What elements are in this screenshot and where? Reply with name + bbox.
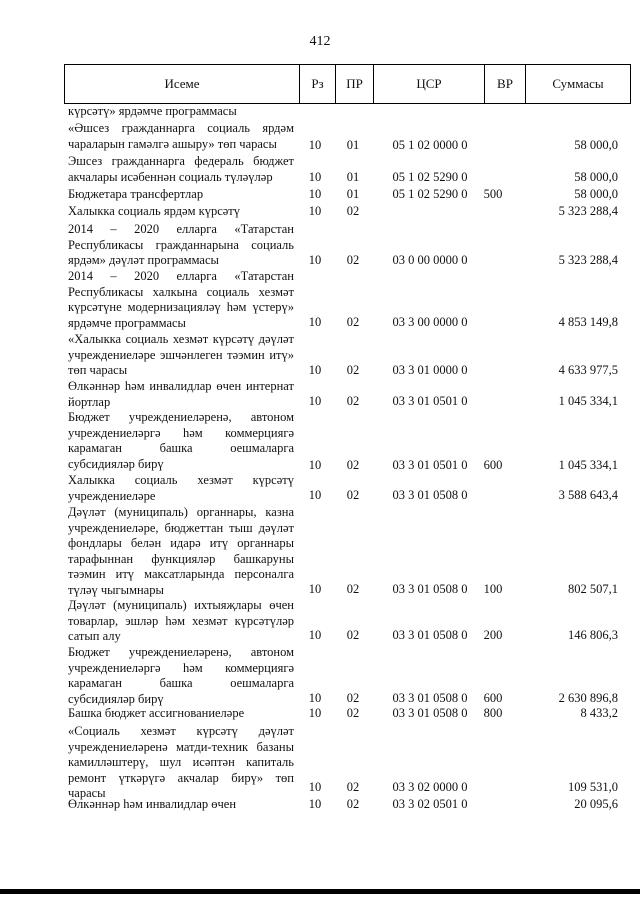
row-rz: 10 — [308, 488, 322, 502]
row-sum: 58 000,0 — [574, 187, 618, 201]
header-vr: ВР — [485, 65, 526, 103]
table-row — [0, 332, 640, 379]
row-sum: 109 531,0 — [568, 780, 618, 794]
row-csr: 03 3 01 0501 0 — [392, 394, 468, 408]
row-name: «Халыкка социаль хезмәт күрсәтү дәүләт учреждениеләре эшчәнлеген тәэмин итү» төп чарасы — [68, 332, 294, 377]
row-vr: 800 — [483, 706, 503, 720]
row-pr: 02 — [346, 706, 360, 720]
row-pr: 01 — [346, 138, 360, 152]
row-sum: 2 630 896,8 — [558, 691, 618, 705]
row-name: «Әшсез гражданнарга социаль ярдәм чараларын гамәлгә ашыру» төп чарасы — [68, 121, 294, 151]
row-rz: 10 — [308, 797, 322, 811]
table-row — [0, 598, 640, 645]
row-vr: 500 — [483, 187, 503, 201]
row-sum: 4 633 977,5 — [558, 363, 618, 377]
row-name: Дәүләт (муниципаль) ихтыяҗлары өчен товарлар, эшләр һәм хезмәт күрсәтүләр сатып алу — [68, 598, 294, 643]
row-pr: 02 — [346, 691, 360, 705]
row-vr: 600 — [483, 691, 503, 705]
row-rz: 10 — [308, 582, 322, 596]
scan-edge-bar — [0, 889, 640, 894]
table-row — [0, 797, 640, 813]
row-csr: 03 0 00 0000 0 — [392, 253, 468, 267]
row-pr: 02 — [346, 797, 360, 811]
row-rz: 10 — [308, 138, 322, 152]
row-pr: 01 — [346, 170, 360, 184]
row-rz: 10 — [308, 780, 322, 794]
row-csr: 03 3 02 0000 0 — [392, 780, 468, 794]
row-sum: 4 853 149,8 — [558, 315, 618, 329]
table-row — [0, 222, 640, 269]
row-pr: 02 — [346, 488, 360, 502]
row-csr: 05 1 02 0000 0 — [392, 138, 468, 152]
row-sum: 3 588 643,4 — [558, 488, 618, 502]
row-sum: 8 433,2 — [580, 706, 618, 720]
row-csr: 03 3 01 0501 0 — [392, 458, 468, 472]
table-row — [0, 410, 640, 473]
header-name: Исеме — [65, 65, 300, 103]
row-sum: 20 095,6 — [574, 797, 618, 811]
table-row — [0, 269, 640, 332]
table-row — [0, 104, 640, 120]
row-csr: 03 3 00 0000 0 — [392, 315, 468, 329]
row-rz: 10 — [308, 315, 322, 329]
row-csr: 03 3 01 0508 0 — [392, 488, 468, 502]
page-number: 412 — [309, 34, 331, 49]
row-name: 2014 – 2020 елларга «Татарстан Республикасы гражданнарына социаль ярдәм» дәүләт программасы — [68, 222, 294, 267]
row-csr: 03 3 01 0508 0 — [392, 628, 468, 642]
row-name: «Социаль хезмәт күрсәтү дәүләт учреждениеләренә матди-техник базаны камилләштерү, шул исәптән капиталь ремонт үткәрүгә акчалар бирү» төп чарасы — [68, 724, 294, 800]
table-row — [0, 121, 640, 152]
row-name: Халыкка социаль хезмәт күрсәтү учреждениеләре — [68, 473, 294, 503]
table-header — [64, 64, 631, 104]
row-sum: 146 806,3 — [568, 628, 618, 642]
table-row — [0, 505, 640, 598]
row-name: Өлкәннәр һәм инвалидлар өчен — [68, 797, 237, 811]
row-csr: 03 3 02 0501 0 — [392, 797, 468, 811]
row-pr: 02 — [346, 204, 360, 218]
row-vr: 600 — [483, 458, 503, 472]
header-sum: Суммасы — [552, 76, 604, 91]
row-rz: 10 — [308, 706, 322, 720]
row-pr: 02 — [346, 363, 360, 377]
table-row — [0, 154, 640, 185]
header-pr: ПР — [336, 65, 374, 103]
row-pr: 02 — [346, 780, 360, 794]
row-name: Башка бюджет ассигнованиеләре — [68, 706, 245, 720]
row-sum: 802 507,1 — [568, 582, 618, 596]
header-rz: Рз — [300, 65, 336, 103]
row-rz: 10 — [308, 691, 322, 705]
row-sum: 5 323 288,4 — [558, 253, 618, 267]
row-rz: 10 — [308, 187, 322, 201]
row-sum: 1 045 334,1 — [558, 394, 618, 408]
row-pr: 02 — [346, 315, 360, 329]
row-name: Эшсез гражданнарга федераль бюджет акчалары исәбеннән социаль түләүләр — [68, 154, 294, 184]
header-csr: ЦСР — [374, 65, 485, 103]
row-pr: 02 — [346, 582, 360, 596]
row-csr: 05 1 02 5290 0 — [392, 170, 468, 184]
row-vr: 200 — [483, 628, 503, 642]
row-name: Бюджет учреждениеләренә, автоном учреждениеләргә һәм коммерциягә карамаган башка оешмаларга субсидияләр бирү — [68, 645, 294, 706]
table-row — [0, 204, 640, 220]
row-pr: 02 — [346, 394, 360, 408]
table-row — [0, 706, 640, 722]
row-pr: 02 — [346, 458, 360, 472]
table-row — [0, 645, 640, 708]
row-name: күрсәтү» ярдәмче программасы — [68, 104, 237, 118]
row-sum: 1 045 334,1 — [558, 458, 618, 472]
table-row — [0, 473, 640, 504]
row-name: 2014 – 2020 елларга «Татарстан Республикасы халкына социаль хезмәт күрсәтүне модернизацияләү һәм үстерү» ярдәмче программасы — [68, 269, 294, 330]
row-pr: 01 — [346, 187, 360, 201]
row-rz: 10 — [308, 394, 322, 408]
row-name: Халыкка социаль ярдәм күрсәтү — [68, 204, 241, 218]
row-sum: 58 000,0 — [574, 170, 618, 184]
row-pr: 02 — [346, 253, 360, 267]
row-csr: 03 3 01 0000 0 — [392, 363, 468, 377]
table-row — [0, 724, 640, 798]
row-name: Дәүләт (муниципаль) органнары, казна учреждениеләре, бюджеттан тыш дәүләт фондлары белән идарә итү органнары тарафыннан функцияләр башкаруны тәэмин итү максатларында персоналга түләү чыгымнары — [68, 505, 294, 597]
table-row — [0, 187, 640, 203]
row-csr: 03 3 01 0508 0 — [392, 706, 468, 720]
row-rz: 10 — [308, 204, 322, 218]
row-csr: 03 3 01 0508 0 — [392, 691, 468, 705]
row-rz: 10 — [308, 628, 322, 642]
row-name: Бюджет учреждениеләренә, автоном учреждениеләргә һәм коммерциягә карамаган башка оешмаларга субсидияләр бирү — [68, 410, 294, 471]
row-rz: 10 — [308, 253, 322, 267]
row-sum: 5 323 288,4 — [558, 204, 618, 218]
table-row — [0, 379, 640, 410]
row-name: Бюджетара трансфертлар — [68, 187, 204, 201]
row-name: Өлкәннәр һәм инвалидлар өчен интернат йортлар — [68, 379, 294, 409]
row-csr: 05 1 02 5290 0 — [392, 187, 468, 201]
row-pr: 02 — [346, 628, 360, 642]
row-vr: 100 — [483, 582, 503, 596]
row-sum: 58 000,0 — [574, 138, 618, 152]
row-rz: 10 — [308, 170, 322, 184]
row-rz: 10 — [308, 363, 322, 377]
row-rz: 10 — [308, 458, 322, 472]
row-csr: 03 3 01 0508 0 — [392, 582, 468, 596]
